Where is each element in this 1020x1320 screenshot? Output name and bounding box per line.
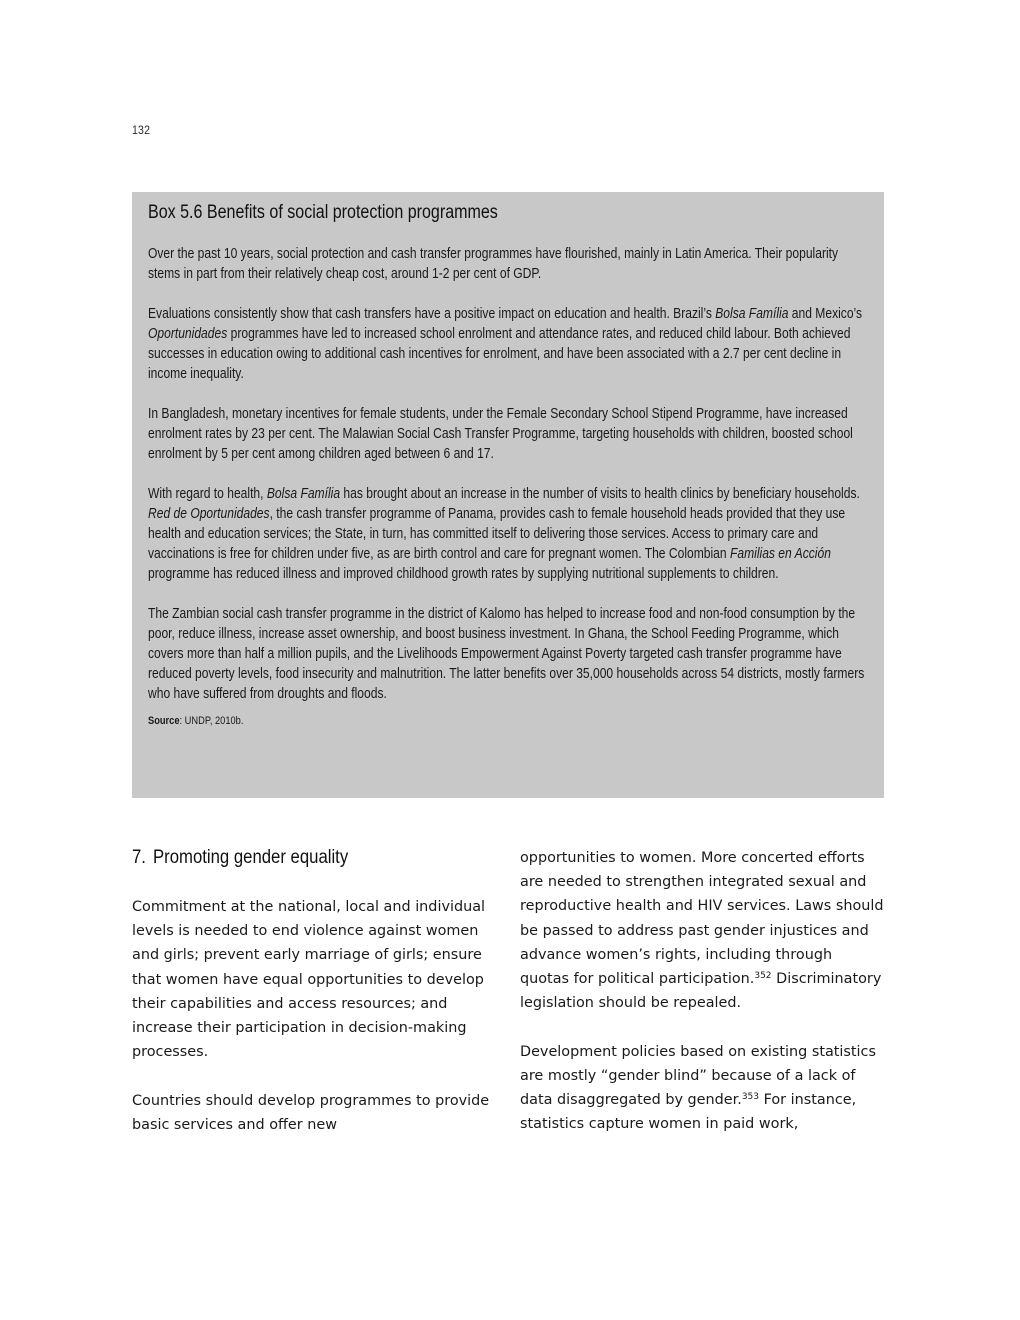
info-box — [132, 192, 884, 798]
box-paragraph-4: With regard to health, Bolsa Família has brought about an increase in the number of visits to health clinics by beneficiary households. Red de Oportunidades, the cash transfer programme of Panama, provides cash to female household heads provided that they use health and education services; the State, in turn, has committed itself to delivering those services. Access to primary care and vaccinations is free for children under five, as are birth control and care for pregnant women. The Colombian Familias en Acción programme has reduced illness and improved childhood growth rates by supplying nutritional supplements to children. — [148, 486, 860, 582]
left-column — [132, 846, 494, 1161]
section-title: Promoting gender equality — [152, 847, 349, 868]
left-paragraph-1: Commitment at the national, local and individual levels is needed to end violence against women and girls; prevent early marriage of girls; ensure that women have equal opportunities to develop their capabilities and access resources; and increase their participation in decision-making processes. — [132, 899, 486, 1061]
box-title-text: Benefits of social protection programmes — [206, 202, 498, 223]
right-paragraph-1: opportunities to women. More concerted efforts are needed to strengthen integrated sexual and reproductive health and HIV services. Laws should be passed to address past gender injustices and advance women’s rights, including through quotas for political participation.$^{352}$ Discriminatory legislation should be repealed. — [520, 850, 884, 1012]
box-paragraph-5: The Zambian social cash transfer programme in the district of Kalomo has helped to increase food and non-food consumption by the poor, reduce illness, increase asset ownership, and boost business investment. In Ghana, the School Feeding Programme, which covers more than half a million pupils, and the Livelihoods Empowerment Against Poverty targeted cash transfer programme have reduced poverty levels, food insecurity and malnutrition. The latter benefits over 35,000 households across 54 districts, mostly farmers who have suffered from droughts and floods. — [148, 606, 865, 702]
box-paragraph-3: In Bangladesh, monetary incentives for female students, under the Female Secondary School Stipend Programme, have increased enrolment rates by 23 per cent. The Malawian Social Cash Transfer Programme, targeting households with children, boosted school enrolment by 5 per cent among children aged between 6 and 17. — [148, 406, 853, 462]
footnote-ref-352[interactable]: 352 — [754, 971, 772, 982]
right-paragraph-2: Development policies based on existing statistics are mostly “gender blind” because of a lack of data disaggregated by gender.$^{353}$ For instance, statistics capture women in paid work, — [520, 1043, 876, 1133]
info-box-content — [148, 202, 868, 728]
box-paragraph-1: Over the past 10 years, social protection and cash transfer programmes have flourished, mainly in Latin America. Their popularity stems in part from their relatively cheap cost, around 1-2 per cent of GDP. — [148, 246, 839, 282]
box-paragraph-2: Evaluations consistently show that cash transfers have a positive impact on education and health. Brazil’s Bolsa Família and Mexico’s Oportunidades programmes have led to increased school enrolment and attendance rates, and reduced child labour. Both achieved successes in education owing to additional cash incentives for enrolment, and have been associated with a 2.7 per cent decline in income inequality. — [148, 306, 863, 382]
source-text: : UNDP, 2010b. — [179, 715, 244, 727]
section-heading — [132, 846, 451, 870]
source-label: Source — [148, 715, 180, 727]
right-column — [520, 846, 884, 1161]
page-number: 132 — [132, 123, 151, 137]
footnote-ref-353[interactable]: 353 — [741, 1092, 759, 1103]
section-number: 7. — [132, 847, 146, 868]
box-title — [148, 202, 868, 224]
box-source — [148, 714, 868, 728]
left-paragraph-2: Countries should develop programmes to provide basic services and offer new — [132, 1092, 490, 1133]
box-label: Box 5.6 — [148, 202, 203, 223]
